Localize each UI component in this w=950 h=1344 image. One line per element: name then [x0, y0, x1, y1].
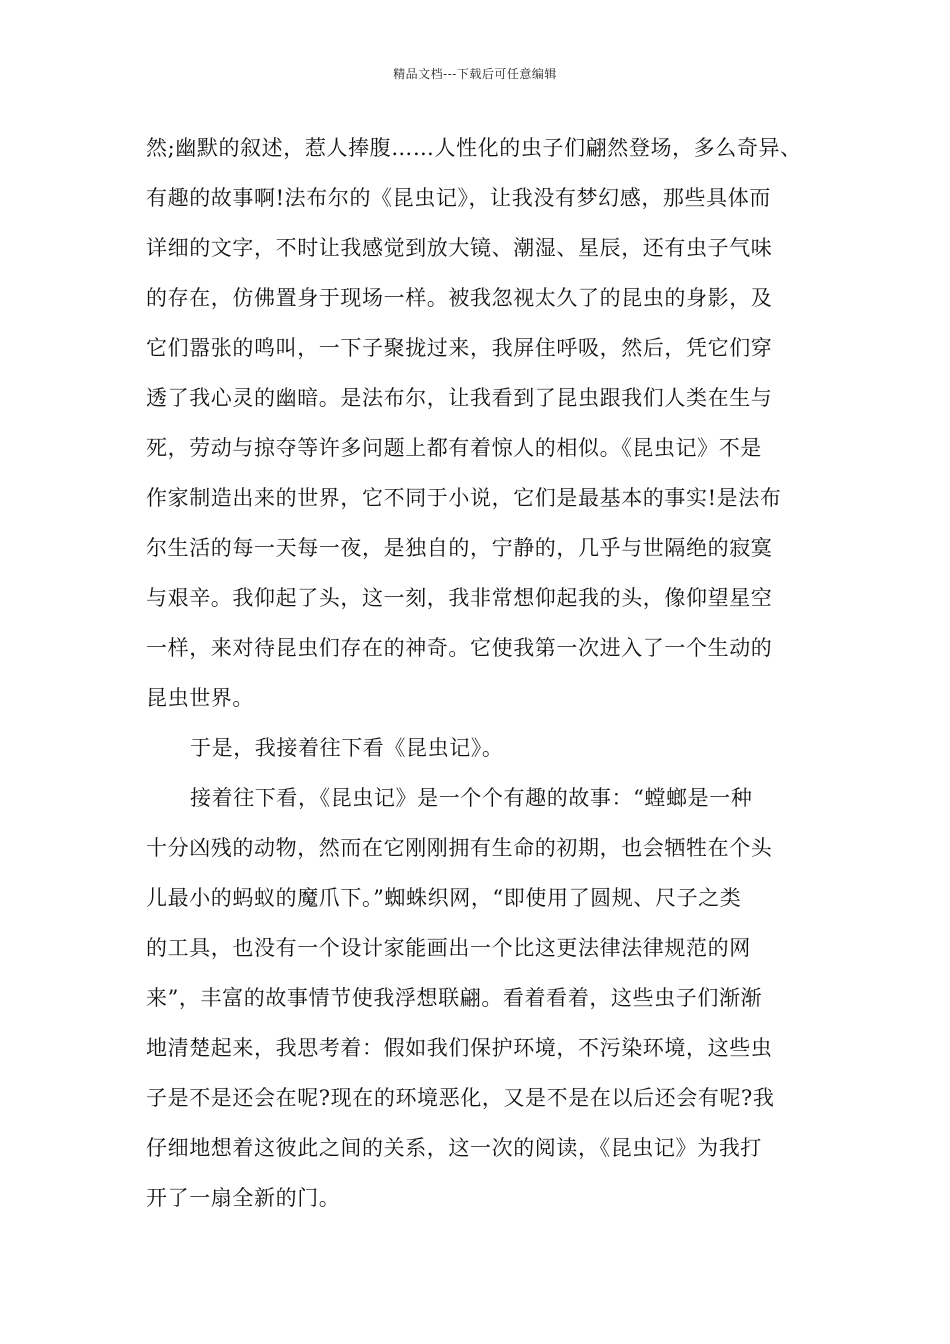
- document-body: [146, 123, 806, 1223]
- text-line: 然;幽默的叙述，惹人捧腹……人性化的虫子们翩然登场，多么奇异、: [146, 136, 802, 160]
- text-line: 作家制造出来的世界，它不同于小说，它们是最基本的事实!是法布: [146, 486, 782, 510]
- text-line: 子是不是还会在呢?现在的环境恶化，又是不是在以后还会有呢?我: [146, 1086, 775, 1110]
- text-line: 尔生活的每一天每一夜，是独自的，宁静的，几乎与世隔绝的寂寞: [146, 536, 773, 560]
- text-line: 死，劳动与掠夺等许多问题上都有着惊人的相似。《昆虫记》不是: [146, 436, 762, 460]
- page-header: 精品文档---下载后可任意编辑: [393, 67, 557, 81]
- text-line: 十分凶残的动物，然而在它刚刚拥有生命的初期，也会牺牲在个头: [146, 836, 773, 860]
- text-line: 仔细地想着这彼此之间的关系，这一次的阅读，《昆虫记》为我打: [146, 1136, 762, 1160]
- text-line: 有趣的故事啊!法布尔的《昆虫记》，让我没有梦幻感，那些具体而: [146, 186, 771, 210]
- text-line: 详细的文字，不时让我感觉到放大镜、潮湿、星辰，还有虫子气味: [146, 236, 773, 260]
- text-line: 一样，来对待昆虫们存在的神奇。它使我第一次进入了一个生动的: [146, 636, 773, 660]
- text-line: 地清楚起来，我思考着：假如我们保护环境，不污染环境，这些虫: [146, 1036, 773, 1060]
- text-line: 开了一扇全新的门。: [146, 1186, 341, 1210]
- text-line: 儿最小的蚂蚁的魔爪下。”蜘蛛织网，“即使用了圆规、尺子之类: [146, 886, 742, 910]
- text-line: 透了我心灵的幽暗。是法布尔，让我看到了昆虫跟我们人类在生与: [146, 386, 773, 410]
- text-line: 昆虫世界。: [146, 686, 254, 710]
- paragraph-start-line: 于是，我接着往下看《昆虫记》。: [190, 736, 504, 760]
- paragraph-start-line: 接着往下看，《昆虫记》是一个个有趣的故事：“螳螂是一种: [190, 786, 753, 810]
- text-line: 的存在，仿佛置身于现场一样。被我忽视太久了的昆虫的身影，及: [146, 286, 773, 310]
- text-line: 它们嚣张的鸣叫，一下子聚拢过来，我屏住呼吸，然后，凭它们穿: [146, 336, 773, 360]
- text-line: 来”，丰富的故事情节使我浮想联翩。看着看着，这些虫子们渐渐: [146, 986, 763, 1010]
- text-line: 与艰辛。我仰起了头，这一刻，我非常想仰起我的头，像仰望星空: [146, 586, 773, 610]
- text-line: 的工具，也没有一个设计家能画出一个比这更法律法律规范的网: [146, 936, 751, 960]
